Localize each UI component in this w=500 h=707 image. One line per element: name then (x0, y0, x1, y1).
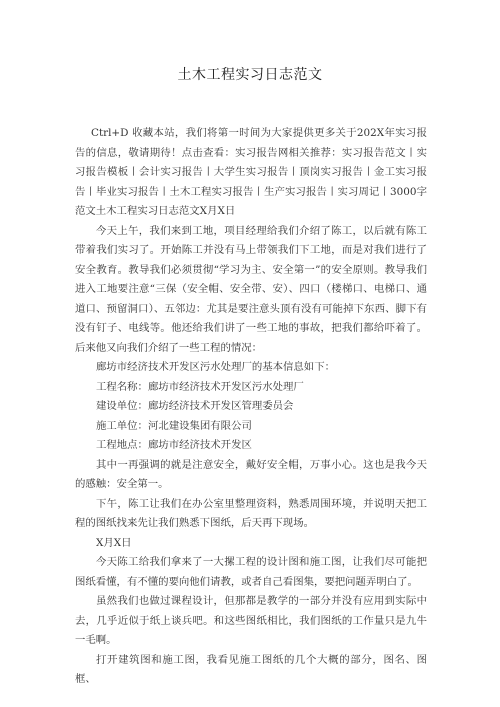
paragraph-afternoon: 下午，陈工让我们在办公室里整理资料，熟悉周围环境，并说明天把工程的图纸找来先让我们熟悉下图纸，后天再下现场。 (75, 497, 427, 529)
paragraph-project-info-heading: 廊坊市经济技术开发区污水处理厂的基本信息如下： (96, 361, 335, 373)
document-body (75, 124, 427, 690)
paragraph-intro: Ctrl+D 收藏本站，我们将第一时间为大家提供更多关于202X年实习报告的信息，敬请期待！点击查看：实习报告网相关推荐：实习报告范文丨实习报告模板丨会计实习报告丨大学生实习报告丨顶岗实习报告丨金工实习报告丨毕业实习报告丨土木工程实习报告丨生产实习报告丨实习周记丨3000字范文土木工程实习日志范文X月X日 (75, 127, 427, 217)
paragraph-course-design: 虽然我们也做过课程设计，但那都是教学的一部分并没有应用到实际中去，几乎近似于纸上谈兵吧。和这些图纸相比，我们图纸的工作量只是九牛一毛啊。 (75, 595, 427, 646)
paragraph-location: 工程地点：廊坊市经济技术开发区 (96, 439, 252, 451)
paragraph-project-name: 工程名称：廊坊市经济技术开发区污水处理厂 (96, 380, 304, 393)
page-title: 土木工程实习日志范文 (177, 67, 323, 83)
paragraph-drawings: 今天陈工给我们拿来了一大摞工程的设计图和施工图，让我们尽可能把图纸看懂，有不懂的要向他们请教，或者自己看图集，要把问题弄明白了。 (75, 556, 427, 588)
paragraph-drawing-parts: 打开建筑图和施工图，我看见施工图纸的几个大概的部分，图名、图框、 (75, 653, 427, 685)
paragraph-owner: 建设单位：廊坊经济技术开发区管理委员会 (96, 400, 294, 412)
paragraph-contractor: 施工单位：河北建设集团有限公司 (96, 419, 252, 432)
paragraph-date: X月X日 (96, 536, 132, 549)
paragraph-site-visit: 今天上午，我们来到工地，项目经理给我们介绍了陈工，以后就有陈工带着我们实习了。开始陈工并没有马上带领我们下工地，而是对我们进行了安全教育。教导我们必须贯彻“学习为主、安全第一”的安全原则。教导我们进入工地要注意“三保（安全帽、安全带、安）、四口（楼梯口、电梯口、通道口、预留洞口）、五邻边：尤其是要注意头顶有没有可能掉下东西、脚下有没有钉子、电线等。他还给我们讲了一些工地的事故，把我们都给吓着了。后来他又向我们介绍了一些工程的情况： (75, 224, 427, 354)
paragraph-safety: 其中一再强调的就是注意安全，戴好安全帽，万事小心。这也是我今天的感触：安全第一。 (75, 458, 427, 490)
